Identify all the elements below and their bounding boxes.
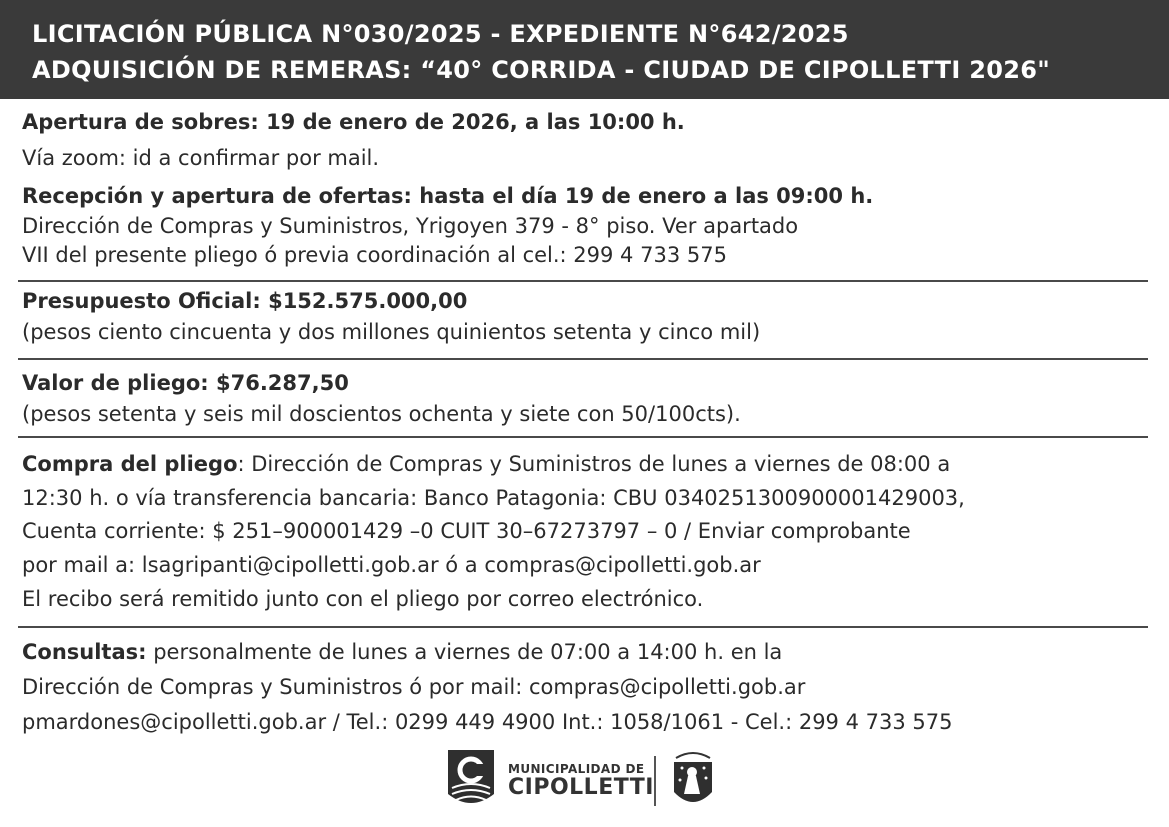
consultas-line-1 [22, 640, 782, 664]
presupuesto-words: (pesos ciento cincuenta y dos millones quinientos setenta y cinco mil) [22, 320, 761, 344]
compra-line-3: Cuenta corriente: $ 251–900001429 –0 CUIT 30–67273797 – 0 / Enviar comprobante [22, 519, 911, 543]
logo-big-text: CIPOLLETTI [508, 775, 654, 800]
presupuesto-title: Presupuesto Oficial: $152.575.000,00 [22, 289, 468, 313]
consultas-line-3: pmardones@cipolletti.gob.ar / Tel.: 0299 449 4900 Int.: 1058/1061 - Cel.: 299 4 733 575 [22, 710, 953, 734]
consultas-line-1-text: personalmente de lunes a viernes de 07:00 a 14:00 h. en la [146, 640, 783, 664]
valor-title: Valor de pliego: $76.287,50 [22, 371, 349, 395]
compra-line-5: El recibo será remitido junto con el pliego por correo electrónico. [22, 587, 704, 611]
divider [18, 626, 1148, 628]
consultas-label: Consultas: [22, 640, 147, 664]
compra-line-1 [22, 452, 950, 476]
recepcion-title: Recepción y apertura de ofertas: hasta el día 19 de enero a las 09:00 h. [22, 184, 874, 208]
divider [18, 280, 1148, 282]
coat-of-arms-icon [670, 750, 716, 812]
recepcion-line-1: Dirección de Compras y Suministros, Yrigoyen 379 - 8° piso. Ver apartado [22, 214, 799, 238]
municipality-emblem-icon [448, 750, 494, 812]
consultas-line-2: Dirección de Compras y Suministros ó por mail: compras@cipolletti.gob.ar [22, 675, 806, 699]
divider [18, 436, 1148, 438]
logo-small-text: MUNICIPALIDAD DE [508, 762, 645, 776]
header-title-line-2: ADQUISICIÓN DE REMERAS: “40° CORRIDA - CIUDAD DE CIPOLLETTI 2026" [32, 56, 1051, 84]
apertura-title: Apertura de sobres: 19 de enero de 2026, a las 10:00 h. [22, 110, 685, 134]
compra-line-2: 12:30 h. o vía transferencia bancaria: Banco Patagonia: CBU 0340251300900001429003, [22, 486, 965, 510]
logo-divider [654, 756, 656, 806]
header-title-line-1: LICITACIÓN PÚBLICA N°030/2025 - EXPEDIENTE N°642/2025 [32, 20, 849, 48]
recepcion-line-2: VII del presente pliego ó previa coordinación al cel.: 299 4 733 575 [22, 243, 727, 267]
municipality-wordmark [508, 762, 654, 800]
compra-line-4: por mail a: lsagripanti@cipolletti.gob.ar ó a compras@cipolletti.gob.ar [22, 553, 761, 577]
compra-line-1-text: : Dirección de Compras y Suministros de lunes a viernes de 08:00 a [237, 452, 951, 476]
notice-header [0, 0, 1169, 99]
valor-words: (pesos setenta y seis mil doscientos ochenta y siete con 50/100cts). [22, 402, 741, 426]
compra-label: Compra del pliego [22, 452, 238, 476]
divider [18, 358, 1148, 360]
apertura-via: Vía zoom: id a confirmar por mail. [22, 146, 380, 170]
